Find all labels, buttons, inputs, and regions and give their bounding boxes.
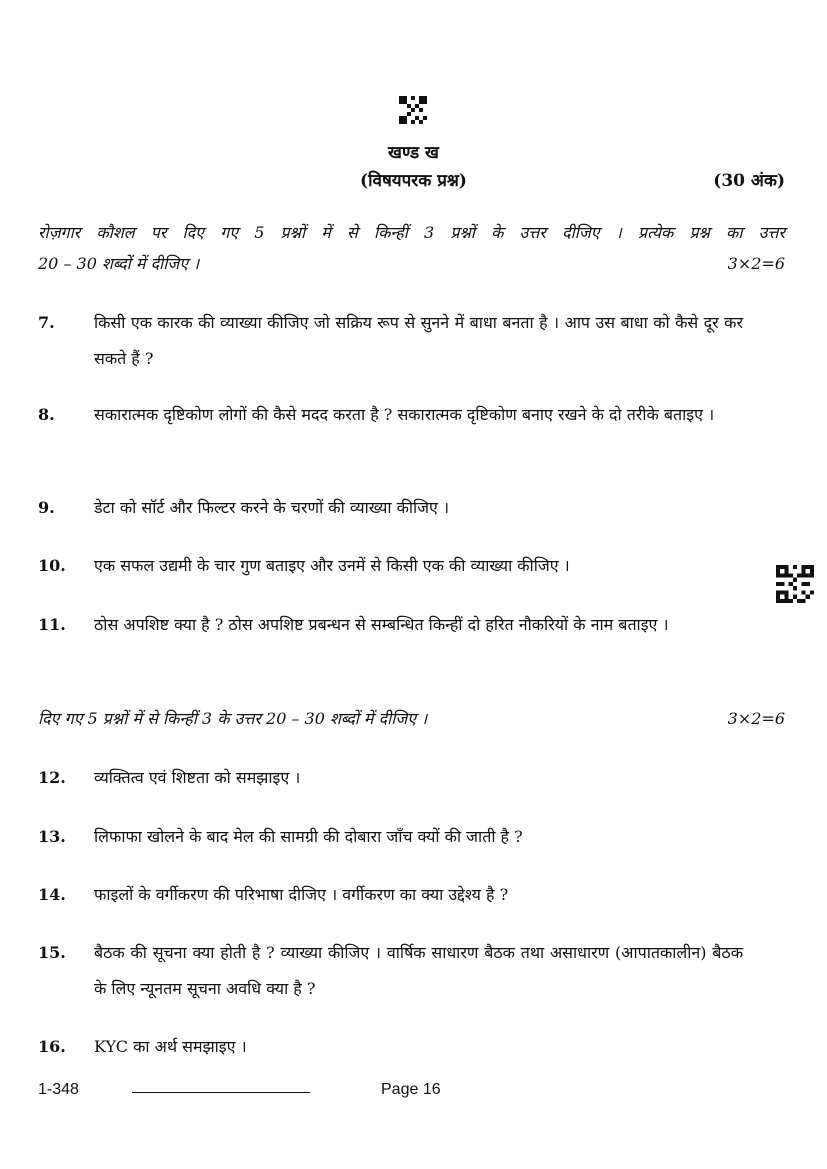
section-subtitle: (विषयपरक प्रश्न)	[360, 171, 467, 191]
footer-divider	[132, 1092, 310, 1093]
question-text: लिफाफा खोलने के बाद मेल की सामग्री की दोबारा जाँच क्यों की जाती है ?	[94, 827, 523, 846]
question-text: एक सफल उद्यमी के चार गुण बताइए और उनमें से किसी एक की व्याख्या कीजिए ।	[94, 556, 570, 575]
question-number: 7.	[38, 313, 55, 332]
part1-instruction-line2: 20 – 30 शब्दों में दीजिए ।	[38, 254, 200, 273]
question-item	[38, 397, 743, 433]
question-item	[38, 607, 743, 643]
part2-instruction: दिए गए 5 प्रश्नों में से किन्हीं 3 के उत्तर 20 – 30 शब्दों में दीजिए ।	[38, 709, 428, 728]
question-number: 11.	[38, 615, 66, 634]
qr-code-top	[399, 96, 427, 124]
question-number: 14.	[38, 885, 66, 904]
question-text: किसी एक कारक की व्याख्या कीजिए जो सक्रिय रूप से सुनने में बाधा बनता है । आप उस बाधा को कैसे दूर कर सकते हैं ?	[94, 313, 743, 368]
part1-instruction-line1: रोज़गार कौशल पर दिए गए 5 प्रश्नों में से किन्हीं 3 प्रश्नों के उत्तर दीजिए । प्रत्येक प्रश्न का उत्तर	[38, 223, 785, 242]
question-item	[38, 935, 743, 1007]
question-text: सकारात्मक दृष्टिकोण लोगों की कैसे मदद करता है ? सकारात्मक दृष्टिकोण बनाए रखने के दो तरीके बताइए ।	[94, 405, 715, 424]
part2-marks: 3×2=6	[727, 709, 785, 728]
paper-code: 1-348	[38, 1081, 79, 1098]
question-text: ठोस अपशिष्ट क्या है ? ठोस अपशिष्ट प्रबन्धन से सम्बन्धित किन्हीं दो हरित नौकरियों के नाम बताइए ।	[94, 615, 669, 634]
question-item	[38, 548, 743, 584]
question-item	[38, 877, 743, 913]
total-marks: (30 अंक)	[713, 171, 785, 191]
question-text: फाइलों के वर्गीकरण की परिभाषा दीजिए । वर्गीकरण का क्या उद्देश्य है ?	[94, 885, 509, 904]
part1-marks: 3×2=6	[727, 254, 785, 273]
question-number: 12.	[38, 768, 66, 787]
question-item	[38, 490, 743, 526]
page-number: Page 16	[381, 1081, 441, 1098]
question-item	[38, 760, 743, 796]
question-text: व्यक्तित्व एवं शिष्टता को समझाइए ।	[94, 768, 301, 787]
question-number: 8.	[38, 405, 55, 424]
question-number: 10.	[38, 556, 66, 575]
question-text: बैठक की सूचना क्या होती है ? व्याख्या कीजिए । वार्षिक साधारण बैठक तथा असाधारण (आपातकालीन) बैठक के लिए न्यूनतम सूचना अवधि क्या है ?	[94, 943, 743, 998]
qr-code-side	[776, 565, 814, 603]
question-number: 16.	[38, 1037, 66, 1056]
question-number: 13.	[38, 827, 66, 846]
question-number: 9.	[38, 498, 55, 517]
question-text: KYC का अर्थ समझाइए ।	[94, 1037, 247, 1056]
question-number: 15.	[38, 943, 66, 962]
question-item	[38, 819, 743, 855]
question-item	[38, 1029, 743, 1065]
question-text: डेटा को सॉर्ट और फिल्टर करने के चरणों की व्याख्या कीजिए ।	[94, 498, 450, 517]
question-item	[38, 305, 743, 377]
section-title: खण्ड ख	[388, 143, 439, 163]
